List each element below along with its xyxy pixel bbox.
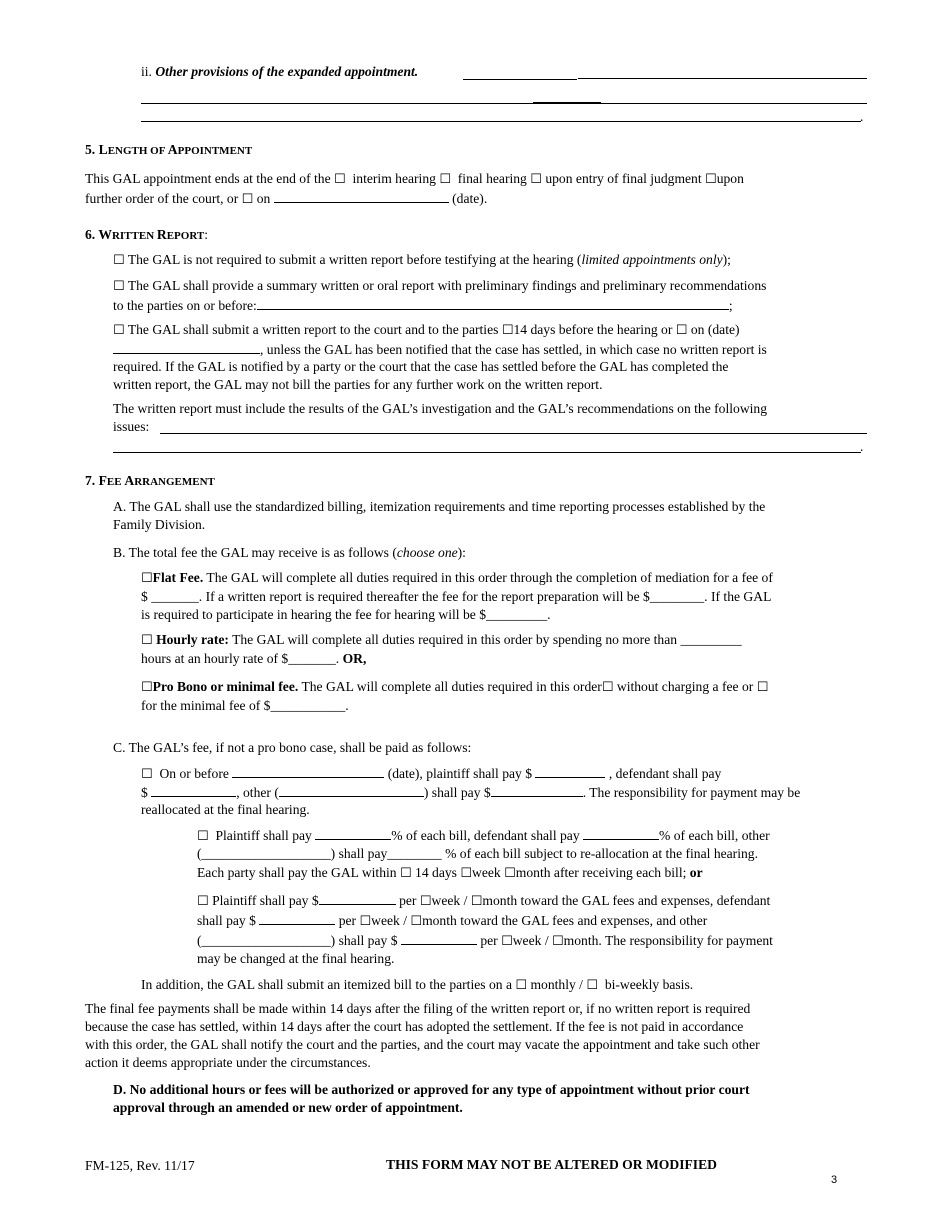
other-provisions-label: Other provisions of the expanded appointment.: [155, 64, 419, 79]
pro-bono-line-2: for the minimal fee of $___________.: [141, 698, 349, 713]
report-option-2-line-1: ☐ The GAL shall provide a summary written or oral report with preliminary findings and preliminary recommendations: [113, 278, 767, 294]
issues-line-1[interactable]: [160, 433, 867, 434]
payment-option-2-line-1: ☐ Plaintiff shall pay % of each bill, defendant shall pay % of each bill, other: [197, 828, 770, 844]
page-number: 3: [831, 1174, 838, 1186]
on-date-report-checkbox[interactable]: ☐: [675, 323, 688, 338]
plaintiff-percent-field[interactable]: [315, 826, 391, 840]
section-6-heading: 6. WRITTEN REPORT:: [85, 227, 209, 242]
payment-date-field[interactable]: [232, 764, 384, 778]
report-option-2-line-2: to the parties on or before: ;: [113, 298, 733, 313]
other-provisions-line-b[interactable]: [578, 78, 867, 79]
payment-option-3-line-3: (___________________) shall pay $ per ☐week / ☐month. The responsibility for payment: [197, 933, 773, 949]
payment-option-3-line-2: shall pay $ per ☐week / ☐month toward the GAL fees and expenses, and other: [197, 913, 708, 929]
period: .: [860, 439, 864, 454]
length-line-2: further order of the court, or ☐ on (date).: [85, 191, 488, 207]
bi-weekly-checkbox[interactable]: ☐: [586, 978, 599, 993]
within-week-checkbox[interactable]: ☐: [460, 866, 473, 881]
other-provisions-line-a[interactable]: [463, 79, 577, 80]
payment-option-1-line-3: reallocated at the final hearing.: [141, 802, 310, 817]
report-option-3-line-2: , unless the GAL has been notified that the case has settled, in which case no written report is: [113, 340, 767, 359]
fee-d-line-2: approval through an amended or new order of appointment.: [113, 1100, 463, 1115]
plaintiff-week-checkbox[interactable]: ☐: [419, 894, 432, 909]
report-option-3-line-3: required. If the GAL is notified by a party or the court that the case has settled before the GAL has completed the: [113, 359, 729, 374]
hourly-rate-checkbox[interactable]: ☐: [141, 633, 153, 648]
final-fee-line-3: with this order, the GAL shall notify the court and the parties, and the court may vacate the appointment and take such other: [85, 1037, 760, 1052]
period: .: [860, 109, 864, 124]
summary-report-date-field[interactable]: [257, 296, 729, 310]
final-fee-line-2: because the case has settled, within 14 days after the court has adopted the settlement. If the fee is not paid in accordance: [85, 1019, 744, 1034]
itemized-bill-line: In addition, the GAL shall submit an itemized bill to the parties on a ☐ monthly / ☐ bi-weekly basis.: [141, 977, 694, 993]
payment-option-2-line-2: (___________________) shall pay________ % of each bill subject to re-allocation at the final hearing.: [197, 846, 758, 861]
final-judgment-label: upon entry of final judgment: [545, 171, 702, 186]
fee-a-line-2: Family Division.: [113, 517, 206, 532]
payment-option-3-line-1: ☐ Plaintiff shall pay $ per ☐week / ☐month toward the GAL fees and expenses, defendant: [197, 893, 771, 909]
defendant-percent-field[interactable]: [583, 826, 659, 840]
fee-d-line-1: D. No additional hours or fees will be authorized or approved for any type of appointment without prior court: [113, 1082, 750, 1097]
section-4-ii: [141, 63, 418, 81]
end-date-field[interactable]: [274, 189, 449, 203]
periodic-payment-checkbox[interactable]: ☐: [197, 894, 209, 909]
other-month-checkbox[interactable]: ☐: [552, 934, 564, 949]
percentage-checkbox[interactable]: ☐: [197, 829, 209, 844]
summary-report-checkbox[interactable]: ☐: [113, 279, 125, 294]
other-party-field[interactable]: [279, 783, 424, 797]
section-5-heading: 5. LENGTH OF APPOINTMENT: [85, 142, 253, 157]
fourteen-days-checkbox[interactable]: ☐: [501, 323, 514, 338]
flat-fee-line-2: $ _______. If a written report is required thereafter the fee for the report preparation will be $________. If the GAL: [141, 589, 772, 604]
fee-c-line-1: C. The GAL’s fee, if not a pro bono case, shall be paid as follows:: [113, 740, 472, 755]
hourly-rate-line-1: ☐ Hourly rate: The GAL will complete all duties required in this order by spending no more than _________: [141, 632, 742, 648]
defendant-amount-field[interactable]: [151, 783, 236, 797]
section-7-heading: 7. FEE ARRANGEMENT: [85, 473, 215, 488]
report-issues-line-2: issues:: [113, 419, 150, 434]
pro-bono-line-1: ☐Pro Bono or minimal fee. The GAL will complete all duties required in this order☐ without charging a fee or ☐: [141, 679, 769, 695]
report-option-3-line-1: ☐ The GAL shall submit a written report to the court and to the parties ☐14 days before the hearing or ☐ on (date): [113, 322, 740, 338]
final-hearing-checkbox[interactable]: ☐: [439, 172, 451, 187]
other-week-checkbox[interactable]: ☐: [501, 934, 513, 949]
minimal-fee-checkbox[interactable]: ☐: [756, 680, 769, 695]
report-date-field[interactable]: [113, 340, 260, 354]
interim-hearing-label: interim hearing: [352, 171, 436, 186]
fee-a-line-1: A. The GAL shall use the standardized billing, itemization requirements and time reporting processes established by the: [113, 499, 766, 514]
plaintiff-amount-field[interactable]: [535, 764, 605, 778]
item-number: ii.: [141, 64, 152, 79]
defendant-month-checkbox[interactable]: ☐: [410, 914, 423, 929]
report-option-1: ☐ The GAL is not required to submit a written report before testifying at the hearing (limited appointments only);: [113, 252, 731, 268]
flat-fee-checkbox[interactable]: ☐: [141, 571, 153, 586]
within-14-days-checkbox[interactable]: ☐: [399, 866, 412, 881]
other-periodic-field[interactable]: [401, 931, 477, 945]
report-issues-line-1: The written report must include the results of the GAL’s investigation and the GAL’s recommendations on the following: [113, 401, 768, 416]
pro-bono-checkbox[interactable]: ☐: [141, 680, 153, 695]
issues-line-2[interactable]: [113, 452, 861, 453]
defendant-periodic-field[interactable]: [259, 911, 335, 925]
within-month-checkbox[interactable]: ☐: [504, 866, 516, 881]
fee-b-line-1: B. The total fee the GAL may receive is as follows (choose one):: [113, 545, 466, 560]
flat-fee-line-3: is required to participate in hearing the fee for hearing will be $_________.: [141, 607, 551, 622]
final-fee-line-4: action it deems appropriate under the circumstances.: [85, 1055, 371, 1070]
final-hearing-label: final hearing: [457, 171, 527, 186]
on-date-checkbox[interactable]: ☐: [241, 192, 254, 207]
no-fee-checkbox[interactable]: ☐: [601, 680, 614, 695]
form-id: FM-125, Rev. 11/17: [85, 1158, 195, 1173]
other-provisions-line-2[interactable]: [141, 103, 867, 104]
other-amount-field[interactable]: [491, 783, 583, 797]
length-line-1: This GAL appointment ends at the end of the ☐ interim hearing ☐ final hearing ☐ upon entry of final judgment ☐upon: [85, 171, 744, 187]
flat-fee-line-1: ☐Flat Fee. The GAL will complete all duties required in this order through the completion of mediation for a fee of: [141, 570, 773, 586]
defendant-week-checkbox[interactable]: ☐: [359, 914, 372, 929]
further-order-checkbox[interactable]: ☐: [705, 172, 717, 187]
plaintiff-month-checkbox[interactable]: ☐: [470, 894, 483, 909]
footer-notice: THIS FORM MAY NOT BE ALTERED OR MODIFIED: [386, 1157, 717, 1172]
payment-option-3-line-4: may be changed at the final hearing.: [197, 951, 395, 966]
final-judgment-checkbox[interactable]: ☐: [530, 172, 542, 187]
final-fee-line-1: The final fee payments shall be made within 14 days after the filing of the written report or, if no written report is required: [85, 1001, 751, 1016]
no-report-checkbox[interactable]: ☐: [113, 253, 125, 268]
written-report-checkbox[interactable]: ☐: [113, 323, 125, 338]
other-provisions-line-3[interactable]: [141, 121, 861, 122]
monthly-checkbox[interactable]: ☐: [515, 978, 528, 993]
interim-hearing-checkbox[interactable]: ☐: [334, 172, 346, 187]
payment-option-2-line-3: Each party shall pay the GAL within ☐ 14 days ☐week ☐month after receiving each bill; or: [197, 865, 703, 881]
payment-option-1-line-2: $ , other ( ) shall pay $ . The responsibility for payment may be: [141, 785, 801, 800]
on-or-before-checkbox[interactable]: ☐: [141, 767, 153, 782]
plaintiff-periodic-field[interactable]: [319, 891, 396, 905]
payment-option-1-line-1: ☐ On or before (date), plaintiff shall pay $ , defendant shall pay: [141, 766, 722, 782]
report-option-3-line-4: written report, the GAL may not bill the parties for any further work on the written report.: [113, 377, 603, 392]
other-provisions-line-2b: [533, 102, 601, 103]
hourly-rate-line-2: hours at an hourly rate of $_______. OR,: [141, 651, 367, 666]
